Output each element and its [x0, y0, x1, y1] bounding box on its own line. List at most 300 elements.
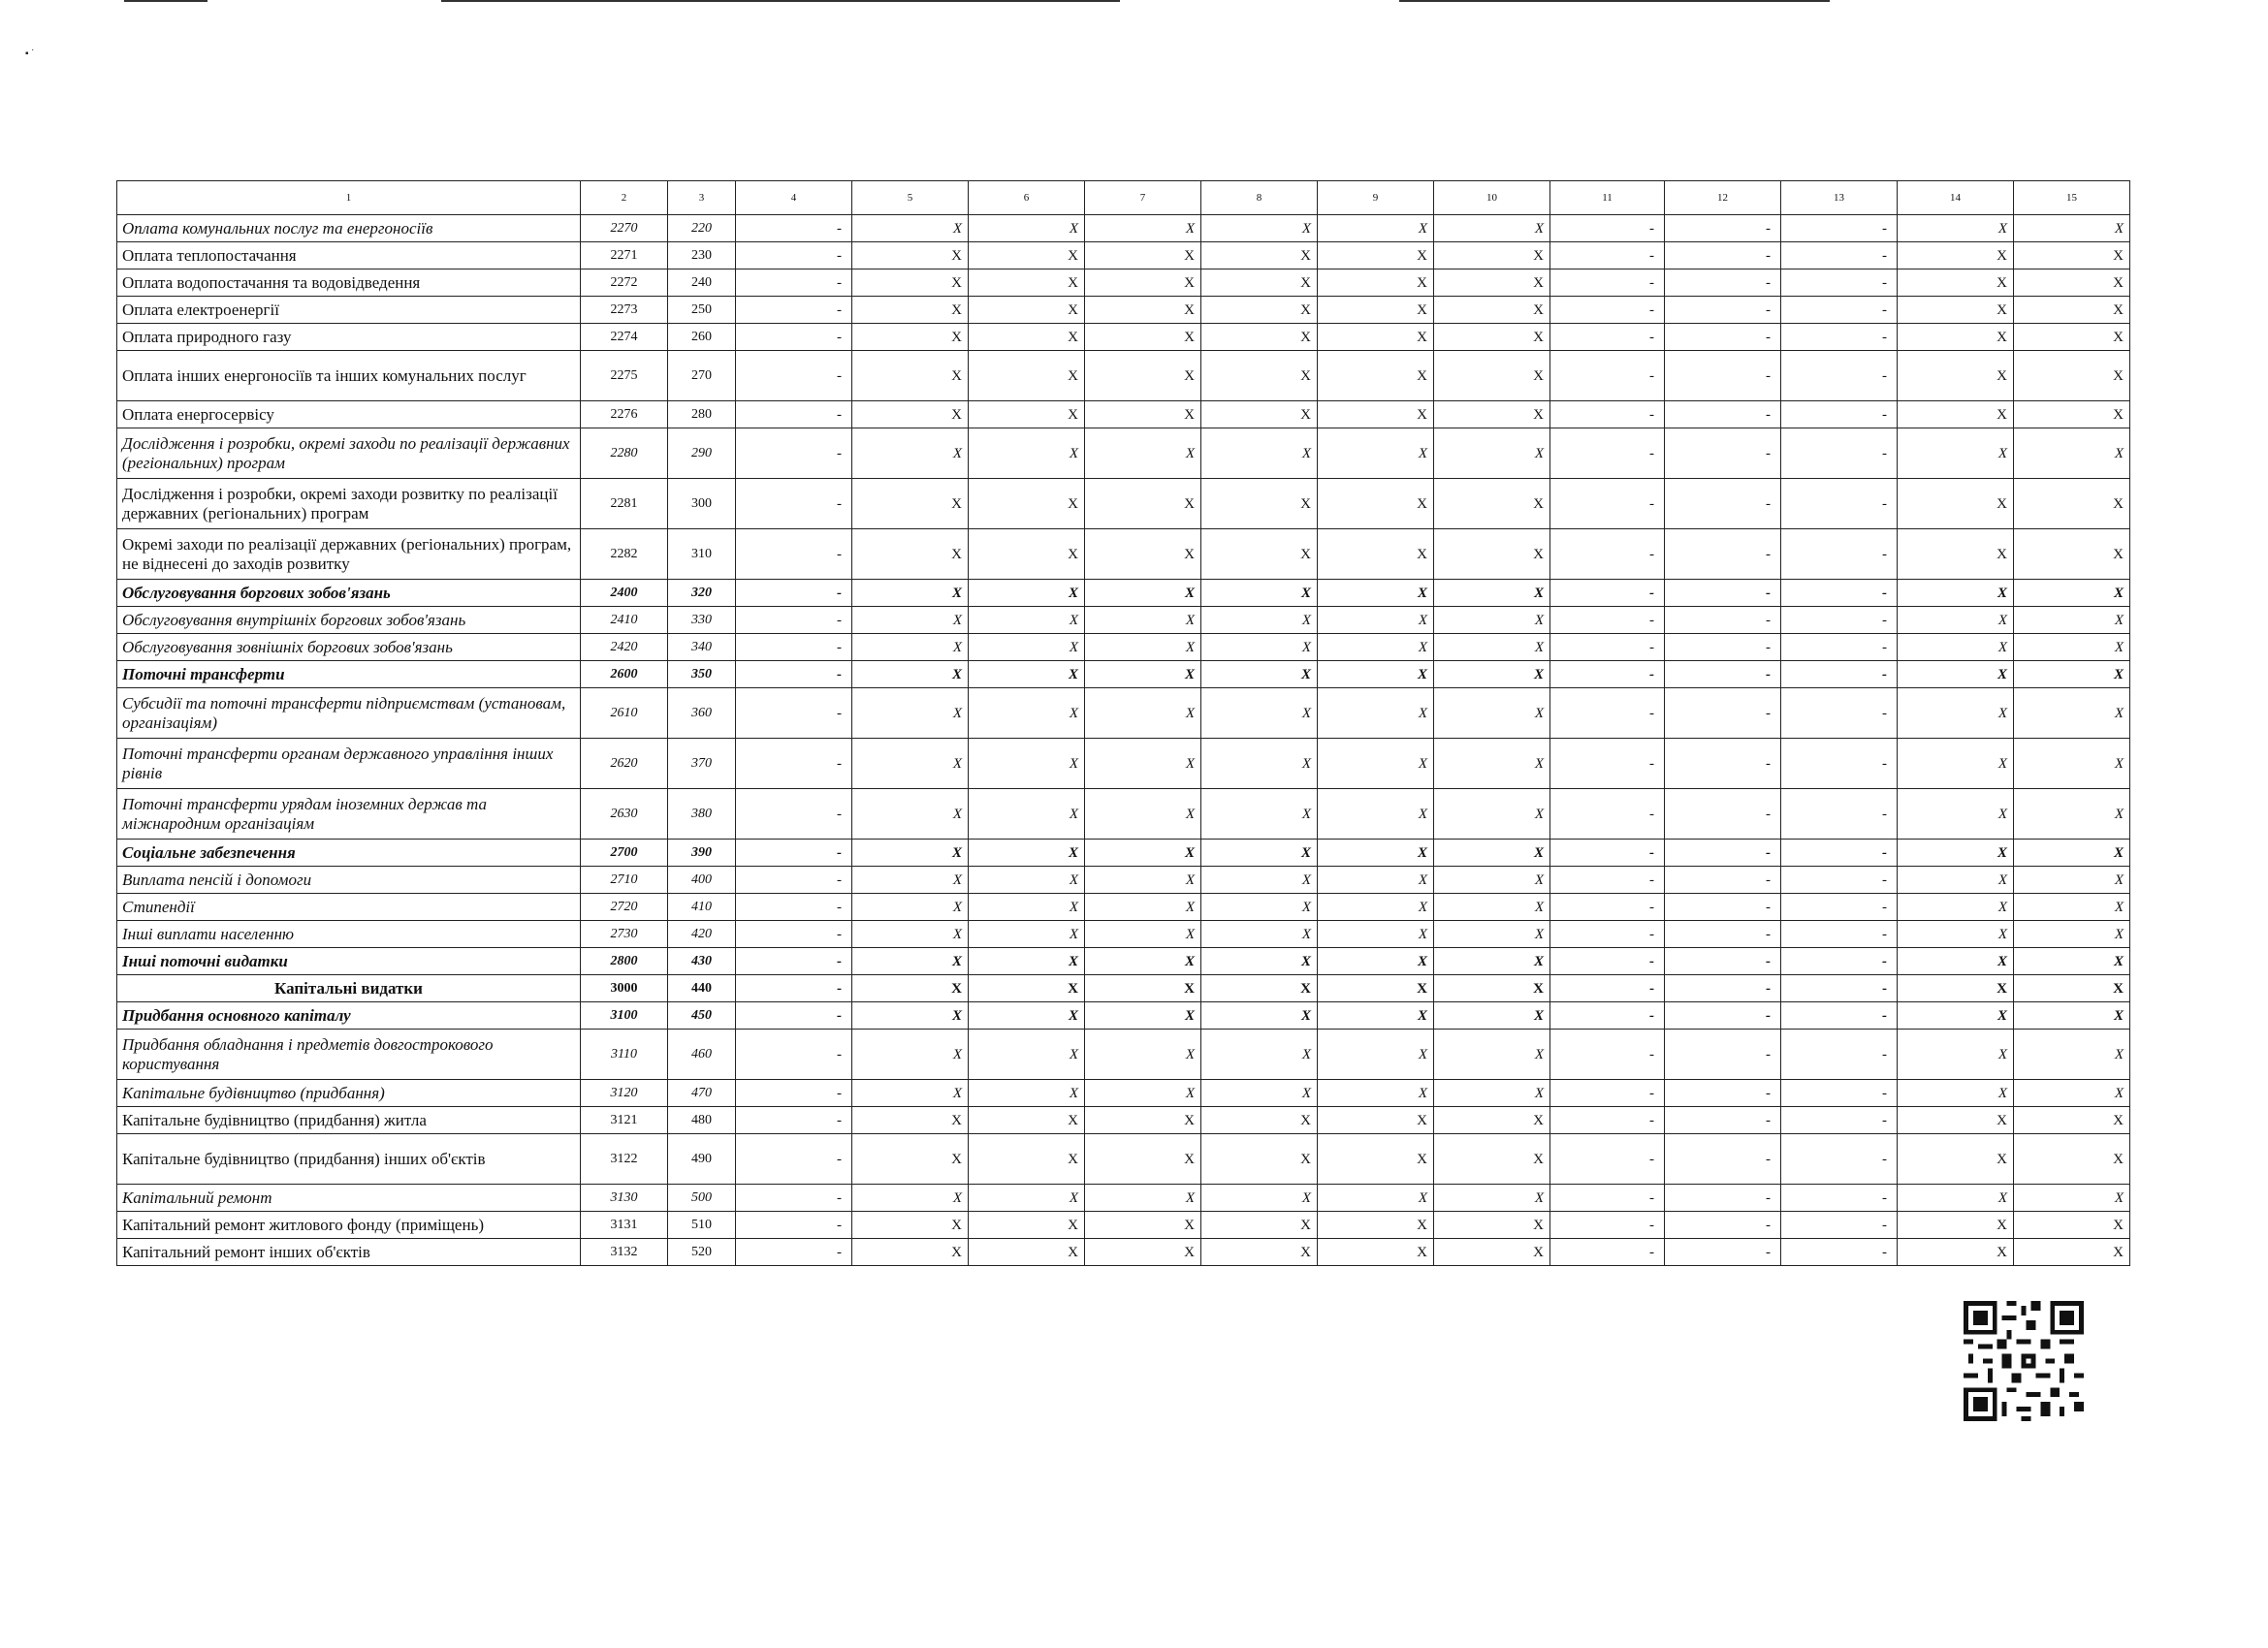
value-cell: X — [1318, 269, 1434, 297]
row-line-number: 480 — [668, 1107, 736, 1134]
value-cell: X — [969, 739, 1085, 789]
value-cell: X — [1318, 739, 1434, 789]
value-cell: X — [1434, 661, 1550, 688]
value-cell: X — [1434, 428, 1550, 479]
value-cell: - — [1781, 269, 1898, 297]
value-cell: X — [1201, 975, 1318, 1002]
row-line-number: 520 — [668, 1239, 736, 1266]
value-cell: X — [1201, 688, 1318, 739]
row-label: Виплата пенсій і допомоги — [117, 867, 581, 894]
value-cell: X — [1085, 1185, 1201, 1212]
value-cell: - — [1550, 351, 1665, 401]
value-cell: X — [1201, 789, 1318, 840]
value-cell: X — [969, 215, 1085, 242]
row-line-number: 330 — [668, 607, 736, 634]
value-cell: X — [2014, 894, 2130, 921]
table-row — [117, 242, 2130, 269]
value-cell: - — [1550, 1134, 1665, 1185]
value-cell: X — [1434, 1030, 1550, 1080]
value-cell: X — [852, 948, 969, 975]
value-cell: - — [1665, 428, 1781, 479]
column-number: 7 — [1085, 181, 1201, 215]
value-cell: X — [969, 1239, 1085, 1266]
row-code: 2720 — [581, 894, 668, 921]
value-cell: X — [969, 529, 1085, 580]
value-cell: X — [969, 975, 1085, 1002]
value-cell: X — [969, 688, 1085, 739]
value-cell: - — [1665, 607, 1781, 634]
value-cell: X — [1898, 1212, 2014, 1239]
value-cell: - — [1550, 634, 1665, 661]
value-cell: X — [969, 428, 1085, 479]
value-cell: X — [1085, 1080, 1201, 1107]
value-cell: X — [2014, 479, 2130, 529]
value-cell: - — [1781, 1239, 1898, 1266]
value-cell: X — [1434, 297, 1550, 324]
column-number-row — [117, 181, 2130, 215]
value-cell: - — [1665, 1212, 1781, 1239]
value-cell: X — [852, 269, 969, 297]
value-cell: - — [1781, 324, 1898, 351]
column-number: 3 — [668, 181, 736, 215]
value-cell: - — [1550, 1002, 1665, 1030]
value-cell: - — [1550, 975, 1665, 1002]
row-line-number: 220 — [668, 215, 736, 242]
column-number: 12 — [1665, 181, 1781, 215]
value-cell: X — [969, 580, 1085, 607]
value-cell: - — [1550, 1239, 1665, 1266]
value-cell: X — [1898, 324, 2014, 351]
row-code: 2270 — [581, 215, 668, 242]
value-cell: X — [1898, 688, 2014, 739]
value-cell: X — [2014, 351, 2130, 401]
table-row — [117, 1185, 2130, 1212]
value-cell: X — [852, 975, 969, 1002]
row-code: 2275 — [581, 351, 668, 401]
value-cell: X — [969, 1212, 1085, 1239]
value-cell: - — [1665, 1134, 1781, 1185]
value-cell: X — [852, 297, 969, 324]
value-cell: X — [852, 634, 969, 661]
row-code: 2610 — [581, 688, 668, 739]
row-code: 2800 — [581, 948, 668, 975]
value-cell: X — [852, 215, 969, 242]
row-code: 2700 — [581, 840, 668, 867]
table-row — [117, 215, 2130, 242]
value-cell: X — [1898, 269, 2014, 297]
value-cell: X — [852, 921, 969, 948]
value-cell: - — [736, 1185, 852, 1212]
row-label: Капітальний ремонт — [117, 1185, 581, 1212]
value-cell: X — [1434, 1239, 1550, 1266]
column-number: 9 — [1318, 181, 1434, 215]
row-code: 3100 — [581, 1002, 668, 1030]
value-cell: - — [736, 688, 852, 739]
value-cell: X — [1085, 479, 1201, 529]
value-cell: - — [1665, 324, 1781, 351]
row-label: Придбання основного капіталу — [117, 1002, 581, 1030]
value-cell: X — [1201, 479, 1318, 529]
value-cell: - — [1665, 739, 1781, 789]
value-cell: X — [1434, 1212, 1550, 1239]
table-row — [117, 840, 2130, 867]
value-cell: X — [1201, 1134, 1318, 1185]
value-cell: - — [1665, 894, 1781, 921]
value-cell: X — [969, 324, 1085, 351]
value-cell: X — [852, 1212, 969, 1239]
value-cell: - — [1781, 1002, 1898, 1030]
value-cell: - — [736, 297, 852, 324]
row-code: 3132 — [581, 1239, 668, 1266]
value-cell: X — [1201, 1107, 1318, 1134]
row-line-number: 390 — [668, 840, 736, 867]
value-cell: - — [1665, 1030, 1781, 1080]
value-cell: X — [1201, 351, 1318, 401]
value-cell: X — [2014, 1185, 2130, 1212]
top-rule-left — [124, 0, 208, 2]
value-cell: X — [1898, 242, 2014, 269]
value-cell: X — [1318, 1080, 1434, 1107]
value-cell: X — [1085, 975, 1201, 1002]
row-code: 3120 — [581, 1080, 668, 1107]
table-row — [117, 479, 2130, 529]
scan-specks: ▪ ˙ — [25, 48, 35, 59]
value-cell: - — [1781, 739, 1898, 789]
value-cell: - — [1781, 789, 1898, 840]
value-cell: X — [1898, 1185, 2014, 1212]
row-line-number: 370 — [668, 739, 736, 789]
value-cell: X — [1898, 529, 2014, 580]
row-code: 3000 — [581, 975, 668, 1002]
value-cell: - — [1781, 479, 1898, 529]
row-line-number: 310 — [668, 529, 736, 580]
value-cell: X — [1318, 242, 1434, 269]
value-cell: X — [2014, 1107, 2130, 1134]
table-row — [117, 1002, 2130, 1030]
value-cell: - — [1550, 1080, 1665, 1107]
value-cell: X — [2014, 1030, 2130, 1080]
value-cell: - — [1781, 1107, 1898, 1134]
row-code: 2271 — [581, 242, 668, 269]
table-row — [117, 297, 2130, 324]
value-cell: X — [1434, 324, 1550, 351]
row-label: Окремі заходи по реалізації державних (регіональних) програм, не віднесені до заходів розвитку — [117, 529, 581, 580]
row-code: 3130 — [581, 1185, 668, 1212]
table-row — [117, 1239, 2130, 1266]
value-cell: X — [1201, 1002, 1318, 1030]
value-cell: X — [1085, 242, 1201, 269]
column-number: 2 — [581, 181, 668, 215]
value-cell: - — [1550, 948, 1665, 975]
value-cell: X — [2014, 1239, 2130, 1266]
value-cell: X — [1898, 661, 2014, 688]
table-row — [117, 1134, 2130, 1185]
value-cell: - — [1550, 269, 1665, 297]
value-cell: - — [1781, 529, 1898, 580]
value-cell: X — [852, 840, 969, 867]
value-cell: - — [1550, 1107, 1665, 1134]
row-line-number: 450 — [668, 1002, 736, 1030]
row-line-number: 340 — [668, 634, 736, 661]
value-cell: X — [1201, 607, 1318, 634]
value-cell: - — [1665, 661, 1781, 688]
value-cell: X — [969, 1107, 1085, 1134]
value-cell: X — [1318, 1107, 1434, 1134]
value-cell: X — [1434, 580, 1550, 607]
value-cell: X — [1434, 529, 1550, 580]
value-cell: X — [1085, 867, 1201, 894]
row-label: Обслуговування боргових зобов'язань — [117, 580, 581, 607]
value-cell: - — [736, 921, 852, 948]
value-cell: X — [852, 789, 969, 840]
table-row — [117, 789, 2130, 840]
value-cell: X — [1085, 607, 1201, 634]
value-cell: X — [1898, 1080, 2014, 1107]
table-row — [117, 894, 2130, 921]
value-cell: X — [2014, 661, 2130, 688]
value-cell: - — [1665, 297, 1781, 324]
row-label: Оплата водопостачання та водовідведення — [117, 269, 581, 297]
value-cell: X — [1434, 739, 1550, 789]
value-cell: - — [1665, 1239, 1781, 1266]
value-cell: - — [1550, 529, 1665, 580]
value-cell: X — [1201, 1212, 1318, 1239]
value-cell: X — [1201, 215, 1318, 242]
value-cell: - — [1550, 688, 1665, 739]
row-code: 3121 — [581, 1107, 668, 1134]
value-cell: - — [736, 1134, 852, 1185]
value-cell: - — [736, 894, 852, 921]
value-cell: X — [2014, 529, 2130, 580]
value-cell: X — [1318, 401, 1434, 428]
row-line-number: 470 — [668, 1080, 736, 1107]
value-cell: X — [1201, 428, 1318, 479]
row-code: 2710 — [581, 867, 668, 894]
value-cell: X — [1085, 297, 1201, 324]
column-number: 15 — [2014, 181, 2130, 215]
value-cell: X — [1085, 1002, 1201, 1030]
value-cell: - — [736, 1212, 852, 1239]
value-cell: X — [1318, 324, 1434, 351]
value-cell: X — [2014, 1002, 2130, 1030]
value-cell: X — [1898, 607, 2014, 634]
row-code: 2620 — [581, 739, 668, 789]
value-cell: X — [852, 867, 969, 894]
table-row — [117, 948, 2130, 975]
value-cell: - — [1665, 479, 1781, 529]
value-cell: X — [969, 867, 1085, 894]
value-cell: X — [1898, 921, 2014, 948]
row-code: 2630 — [581, 789, 668, 840]
value-cell: X — [1201, 1185, 1318, 1212]
value-cell: X — [1201, 840, 1318, 867]
value-cell: X — [1434, 1134, 1550, 1185]
value-cell: X — [969, 1002, 1085, 1030]
value-cell: - — [736, 975, 852, 1002]
value-cell: - — [736, 428, 852, 479]
value-cell: X — [1201, 894, 1318, 921]
value-cell: X — [969, 1030, 1085, 1080]
row-line-number: 360 — [668, 688, 736, 739]
value-cell: X — [1434, 975, 1550, 1002]
row-label: Придбання обладнання і предметів довгострокового користування — [117, 1030, 581, 1080]
value-cell: X — [1085, 269, 1201, 297]
value-cell: X — [1318, 634, 1434, 661]
value-cell: - — [736, 1030, 852, 1080]
value-cell: X — [2014, 867, 2130, 894]
value-cell: - — [736, 324, 852, 351]
row-label: Інші поточні видатки — [117, 948, 581, 975]
value-cell: X — [1898, 840, 2014, 867]
value-cell: X — [852, 688, 969, 739]
value-cell: - — [1550, 297, 1665, 324]
row-label: Стипендії — [117, 894, 581, 921]
top-rule-middle — [441, 0, 1120, 2]
value-cell: X — [1898, 297, 2014, 324]
value-cell: X — [1201, 1030, 1318, 1080]
value-cell: X — [1318, 215, 1434, 242]
row-line-number: 440 — [668, 975, 736, 1002]
value-cell: - — [1781, 580, 1898, 607]
value-cell: X — [2014, 269, 2130, 297]
value-cell: X — [1201, 634, 1318, 661]
value-cell: X — [1201, 948, 1318, 975]
value-cell: X — [852, 324, 969, 351]
value-cell: X — [1318, 351, 1434, 401]
value-cell: - — [736, 840, 852, 867]
value-cell: - — [1665, 688, 1781, 739]
value-cell: X — [1898, 428, 2014, 479]
table-row — [117, 661, 2130, 688]
value-cell: X — [1318, 607, 1434, 634]
value-cell: X — [1434, 840, 1550, 867]
value-cell: - — [1781, 840, 1898, 867]
value-cell: X — [852, 894, 969, 921]
value-cell: X — [1434, 269, 1550, 297]
row-line-number: 260 — [668, 324, 736, 351]
value-cell: X — [1434, 1002, 1550, 1030]
value-cell: X — [1085, 1107, 1201, 1134]
value-cell: X — [852, 351, 969, 401]
row-code: 3131 — [581, 1212, 668, 1239]
value-cell: X — [969, 607, 1085, 634]
value-cell: X — [1898, 1134, 2014, 1185]
value-cell: X — [852, 1107, 969, 1134]
table-row — [117, 1030, 2130, 1080]
value-cell: - — [1665, 242, 1781, 269]
value-cell: X — [2014, 688, 2130, 739]
column-number: 8 — [1201, 181, 1318, 215]
value-cell: X — [1898, 351, 2014, 401]
value-cell: X — [969, 242, 1085, 269]
value-cell: X — [1201, 867, 1318, 894]
value-cell: X — [1318, 948, 1434, 975]
row-label: Обслуговування внутрішніх боргових зобов'язань — [117, 607, 581, 634]
row-label: Капітальне будівництво (придбання) житла — [117, 1107, 581, 1134]
row-line-number: 500 — [668, 1185, 736, 1212]
value-cell: - — [1550, 867, 1665, 894]
value-cell: X — [1201, 324, 1318, 351]
value-cell: X — [1085, 948, 1201, 975]
value-cell: X — [1434, 867, 1550, 894]
value-cell: X — [852, 1030, 969, 1080]
value-cell: X — [1085, 1212, 1201, 1239]
row-line-number: 240 — [668, 269, 736, 297]
row-line-number: 280 — [668, 401, 736, 428]
value-cell: X — [1201, 242, 1318, 269]
row-label: Дослідження і розробки, окремі заходи по реалізації державних (регіональних) програм — [117, 428, 581, 479]
value-cell: X — [1085, 401, 1201, 428]
value-cell: X — [2014, 921, 2130, 948]
value-cell: - — [1550, 580, 1665, 607]
value-cell: - — [736, 529, 852, 580]
value-cell: - — [736, 607, 852, 634]
value-cell: X — [1085, 921, 1201, 948]
value-cell: X — [852, 1239, 969, 1266]
table-row — [117, 975, 2130, 1002]
value-cell: X — [1898, 789, 2014, 840]
value-cell: - — [1665, 634, 1781, 661]
value-cell: X — [2014, 1212, 2130, 1239]
value-cell: X — [2014, 975, 2130, 1002]
value-cell: X — [852, 1080, 969, 1107]
value-cell: - — [736, 580, 852, 607]
value-cell: X — [969, 269, 1085, 297]
value-cell: - — [1665, 529, 1781, 580]
row-code: 2276 — [581, 401, 668, 428]
value-cell: - — [1781, 634, 1898, 661]
value-cell: - — [1665, 921, 1781, 948]
value-cell: - — [1550, 242, 1665, 269]
value-cell: X — [1201, 661, 1318, 688]
value-cell: - — [1781, 297, 1898, 324]
value-cell: - — [1550, 607, 1665, 634]
row-line-number: 460 — [668, 1030, 736, 1080]
value-cell: - — [1665, 1107, 1781, 1134]
row-label: Поточні трансферти — [117, 661, 581, 688]
value-cell: X — [1318, 688, 1434, 739]
value-cell: - — [1781, 894, 1898, 921]
value-cell: X — [1434, 215, 1550, 242]
value-cell: X — [852, 479, 969, 529]
value-cell: X — [2014, 948, 2130, 975]
table-body — [117, 215, 2130, 1266]
value-cell: X — [1318, 1002, 1434, 1030]
row-code: 2600 — [581, 661, 668, 688]
value-cell: - — [1550, 894, 1665, 921]
row-label: Капітальний ремонт інших об'єктів — [117, 1239, 581, 1266]
value-cell: - — [1781, 607, 1898, 634]
value-cell: - — [1665, 401, 1781, 428]
table-row — [117, 634, 2130, 661]
row-label: Інші виплати населенню — [117, 921, 581, 948]
value-cell: - — [1550, 1212, 1665, 1239]
value-cell: X — [1318, 1185, 1434, 1212]
value-cell: - — [736, 242, 852, 269]
value-cell: X — [1318, 867, 1434, 894]
row-code: 2274 — [581, 324, 668, 351]
qr-code-image — [1964, 1301, 2084, 1421]
table-row — [117, 921, 2130, 948]
value-cell: X — [1085, 739, 1201, 789]
row-line-number: 490 — [668, 1134, 736, 1185]
value-cell: X — [1898, 739, 2014, 789]
value-cell: X — [1085, 215, 1201, 242]
value-cell: X — [1085, 1134, 1201, 1185]
value-cell: - — [1665, 840, 1781, 867]
row-label: Оплата інших енергоносіїв та інших комунальних послуг — [117, 351, 581, 401]
value-cell: X — [852, 1134, 969, 1185]
